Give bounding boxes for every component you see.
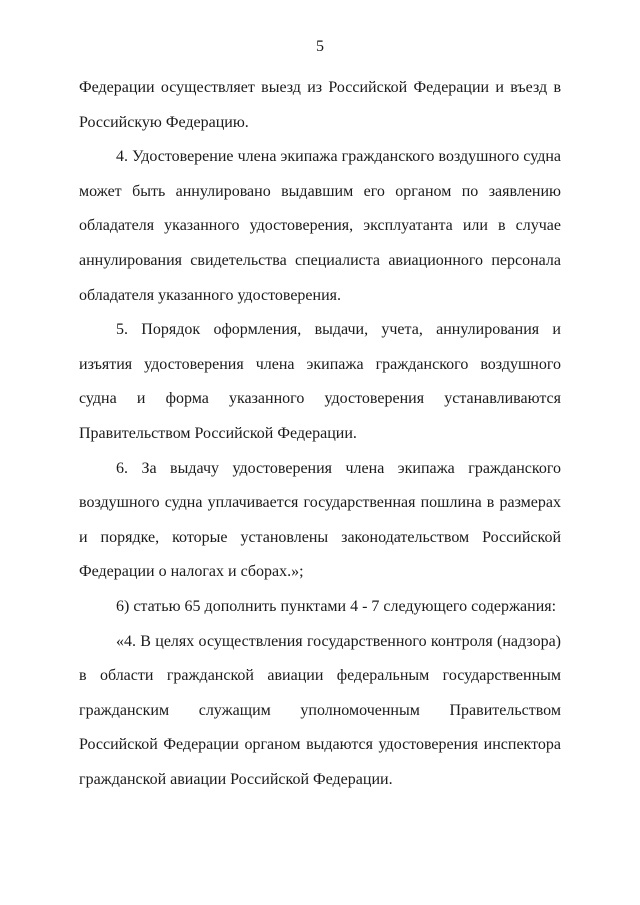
paragraph-continuation: Федерации осуществляет выезд из Российской Федерации и въезд в Российскую Федерацию. bbox=[79, 79, 561, 131]
paragraph-subitem-6: 6) статью 65 дополнить пунктами 4 - 7 следующего содержания: bbox=[116, 597, 557, 615]
paragraph-new-item-4: «4. В целях осуществления государственного контроля (надзора) в области гражданской авиации федеральным государственным гражданским служащим уполномоченным Правительством Российской Федерации органом выдаются удостоверения инспектора гражданской авиации Российской Федерации. bbox=[79, 632, 561, 788]
paragraph-item-5: 5. Порядок оформления, выдачи, учета, аннулирования и изъятия удостоверения члена экипажа гражданского воздушного судна и форма указанного удостоверения устанавливаются Правительством Российской Федерации. bbox=[79, 321, 561, 442]
paragraph-item-4: 4. Удостоверение члена экипажа гражданского воздушного судна может быть аннулировано выдавшим его органом по заявлению обладателя указанного удостоверения, эксплуатанта или в случае аннулирования свидетельства специалиста авиационного персонала обладателя указанного удостоверения. bbox=[79, 148, 561, 304]
page-number: 5 bbox=[316, 38, 324, 55]
paragraph-item-6: 6. За выдачу удостоверения члена экипажа гражданского воздушного судна уплачивается государственная пошлина в размерах и порядке, которые установлены законодательством Российской Федерации о налогах и сборах.»; bbox=[79, 459, 561, 581]
document-body bbox=[79, 71, 561, 797]
